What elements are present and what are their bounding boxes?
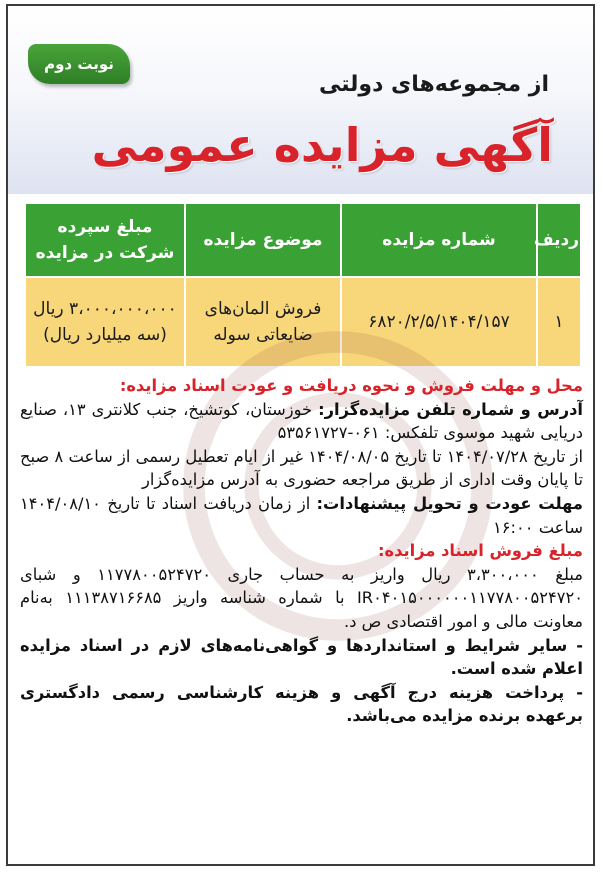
- table-header-row: [25, 203, 581, 277]
- notice-frame: [6, 4, 595, 866]
- notice-header: [8, 6, 593, 194]
- deadline-label: مهلت عودت و تحویل پیشنهادات:: [316, 493, 583, 513]
- auction-table: [24, 202, 582, 368]
- section-heading-price: مبلغ فروش اسناد مزایده:: [377, 541, 583, 561]
- dates-paragraph: از تاریخ ۱۴۰۴/۰۷/۲۸ تا تاریخ ۱۴۰۴/۰۸/۰۵ غیر از ایام تعطیل رسمی از ساعت ۸ صبح تا پایان وقت اداری از طریق مراجعه حضوری به آدرس مزایده‌گزار: [20, 446, 583, 490]
- notice-subtitle: از مجموعه‌های دولتی: [318, 72, 549, 97]
- note-conditions: - سایر شرایط و استانداردها و گواهی‌نامه‌های لازم در اسناد مزایده اعلام شده است.: [20, 635, 583, 679]
- cell-auction-number: ۶۸۲۰/۲/۵/۱۴۰۴/۱۵۷: [341, 277, 537, 367]
- header-row-number: ردیف: [537, 203, 581, 277]
- header-auction-number: شماره مزایده: [341, 203, 537, 277]
- second-round-badge: نوبت دوم: [28, 44, 130, 84]
- cell-row-number: ۱: [537, 277, 581, 367]
- section-heading-sales: محل و مهلت فروش و نحوه دریافت و عودت اسناد مزایده:: [119, 376, 583, 395]
- table-row: [25, 277, 581, 367]
- cell-auction-subject: فروش المان‌های ضایعاتی سوله: [185, 277, 341, 367]
- notice-title: آگهی مزایده عمومی: [91, 118, 553, 172]
- deadline-paragraph: [20, 492, 583, 539]
- note-costs: - پرداخت هزینه درج آگهی و هزینه کارشناسی رسمی دادگستری برعهده برنده مزایده می‌باشد.: [20, 682, 583, 726]
- deadline-text: از زمان دریافت اسناد تا تاریخ ۱۴۰۴/۰۸/۱۰ ساعت ۱۶:۰۰: [20, 493, 583, 537]
- address-label: آدرس و شماره تلفن مزایده‌گزار:: [318, 399, 584, 419]
- address-text: خوزستان، کوتشیخ، جنب کلانتری ۱۳، صنایع دریایی شهید موسوی تلفکس: ۰۶۱-۵۳۵۶۱۷۲۷: [20, 399, 583, 443]
- header-auction-subject: موضوع مزایده: [185, 203, 341, 277]
- cell-deposit-amount: ۳،۰۰۰،۰۰۰،۰۰۰ ریال (سه میلیارد ریال): [25, 277, 185, 367]
- address-paragraph: [20, 398, 583, 445]
- payment-paragraph: مبلغ ۳،۳۰۰،۰۰۰ ریال واریز به حساب جاری ۱۱۷۷۸۰۰۵۲۴۷۲۰ و شبای IR۰۴۰۱۵۰۰۰۰۰۰۱۱۷۷۸۰۰۵۲۴۷۲۰ با شماره شناسه واریز ۱۱۱۳۸۷۱۶۶۸۵ به‌نام معاونت مالی و امور اقتصادی ص د.: [20, 564, 583, 631]
- header-deposit-amount: مبلغ سپرده شرکت در مزایده: [25, 203, 185, 277]
- notice-body: [20, 374, 583, 728]
